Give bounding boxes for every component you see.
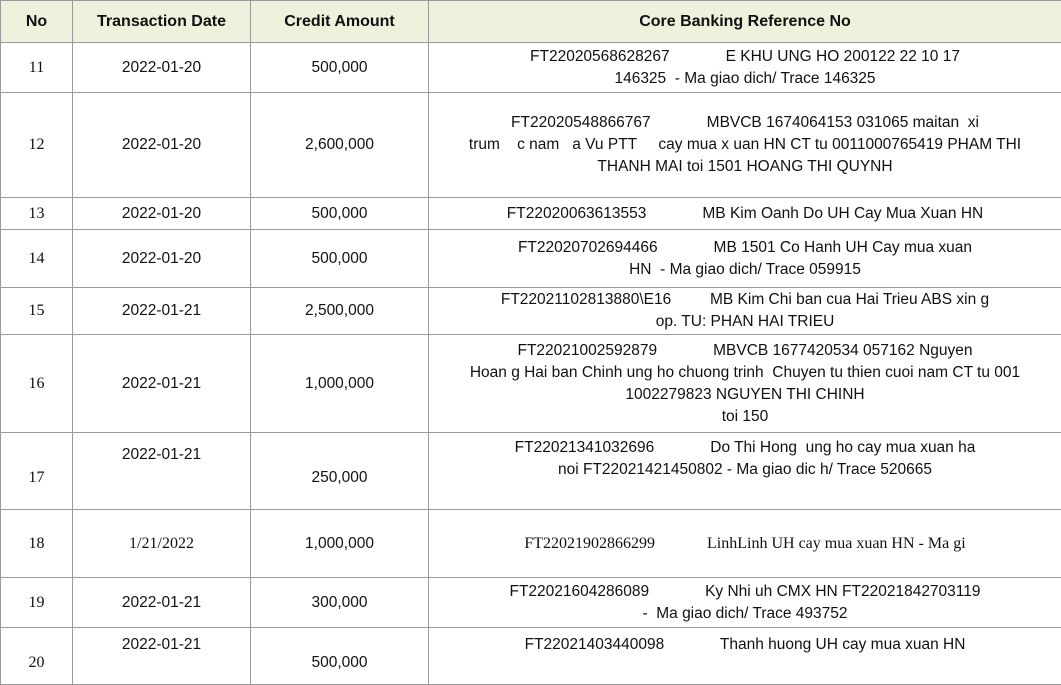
cell-amount: 500,000	[251, 628, 429, 685]
cell-amount: 500,000	[251, 198, 429, 230]
table-row	[1, 433, 1061, 510]
cell-amount: 1,000,000	[251, 335, 429, 433]
cell-reference: FT22021902866299 LinhLinh UH cay mua xuan HN - Ma gi	[429, 510, 1061, 578]
cell-no: 16	[1, 335, 73, 433]
cell-amount: 1,000,000	[251, 510, 429, 578]
cell-date: 2022-01-20	[73, 93, 251, 198]
table-row	[1, 43, 1061, 93]
cell-amount: 2,500,000	[251, 288, 429, 335]
cell-amount: 500,000	[251, 230, 429, 288]
cell-reference: FT22020702694466 MB 1501 Co Hanh UH Cay mua xuan HN - Ma giao dich/ Trace 059915	[429, 230, 1061, 288]
cell-date: 2022-01-21	[73, 578, 251, 628]
table-row	[1, 335, 1061, 433]
cell-no: 14	[1, 230, 73, 288]
cell-date: 2022-01-21	[73, 628, 251, 685]
cell-reference: FT22021002592879 MBVCB 1677420534 057162 Nguyen Hoan g Hai ban Chinh ung ho chuong trinh Chuyen tu thien cuoi nam CT tu 001 1002279823 NGUYEN THI CHINH toi 150	[429, 335, 1061, 433]
cell-amount: 300,000	[251, 578, 429, 628]
cell-reference: FT22020568628267 E KHU UNG HO 200122 22 10 17 146325 - Ma giao dich/ Trace 146325	[429, 43, 1061, 93]
cell-no: 19	[1, 578, 73, 628]
cell-reference: FT22021604286089 Ky Nhi uh CMX HN FT22021842703119 - Ma giao dich/ Trace 493752	[429, 578, 1061, 628]
cell-date: 2022-01-20	[73, 43, 251, 93]
cell-no: 11	[1, 43, 73, 93]
cell-date: 2022-01-20	[73, 230, 251, 288]
cell-date: 1/21/2022	[73, 510, 251, 578]
table-row	[1, 510, 1061, 578]
cell-date: 2022-01-20	[73, 198, 251, 230]
cell-reference: FT22020548866767 MBVCB 1674064153 031065 maitan xi trum c nam a Vu PTT cay mua x uan HN CT tu 0011000765419 PHAM THI THANH MAI toi 1501 HOANG THI QUYNH	[429, 93, 1061, 198]
header-reference: Core Banking Reference No	[429, 1, 1061, 43]
cell-no: 13	[1, 198, 73, 230]
table-row	[1, 93, 1061, 198]
cell-date: 2022-01-21	[73, 433, 251, 510]
cell-no: 15	[1, 288, 73, 335]
header-no: No	[1, 1, 73, 43]
cell-no: 17	[1, 433, 73, 510]
cell-reference: FT22021403440098 Thanh huong UH cay mua xuan HN	[429, 628, 1061, 685]
cell-reference: FT22020063613553 MB Kim Oanh Do UH Cay Mua Xuan HN	[429, 198, 1061, 230]
cell-no: 12	[1, 93, 73, 198]
table-row	[1, 288, 1061, 335]
table-row	[1, 578, 1061, 628]
cell-amount: 500,000	[251, 43, 429, 93]
cell-reference: FT22021102813880\E16 MB Kim Chi ban cua Hai Trieu ABS xin g op. TU: PHAN HAI TRIEU	[429, 288, 1061, 335]
header-credit-amount: Credit Amount	[251, 1, 429, 43]
cell-reference: FT22021341032696 Do Thi Hong ung ho cay mua xuan ha noi FT22021421450802 - Ma giao dic h/ Trace 520665	[429, 433, 1061, 510]
table-row	[1, 198, 1061, 230]
cell-no: 20	[1, 628, 73, 685]
cell-date: 2022-01-21	[73, 335, 251, 433]
table-row	[1, 230, 1061, 288]
cell-no: 18	[1, 510, 73, 578]
header-transaction-date: Transaction Date	[73, 1, 251, 43]
header-row	[1, 1, 1061, 43]
cell-date: 2022-01-21	[73, 288, 251, 335]
cell-amount: 250,000	[251, 433, 429, 510]
table-row	[1, 628, 1061, 685]
cell-amount: 2,600,000	[251, 93, 429, 198]
